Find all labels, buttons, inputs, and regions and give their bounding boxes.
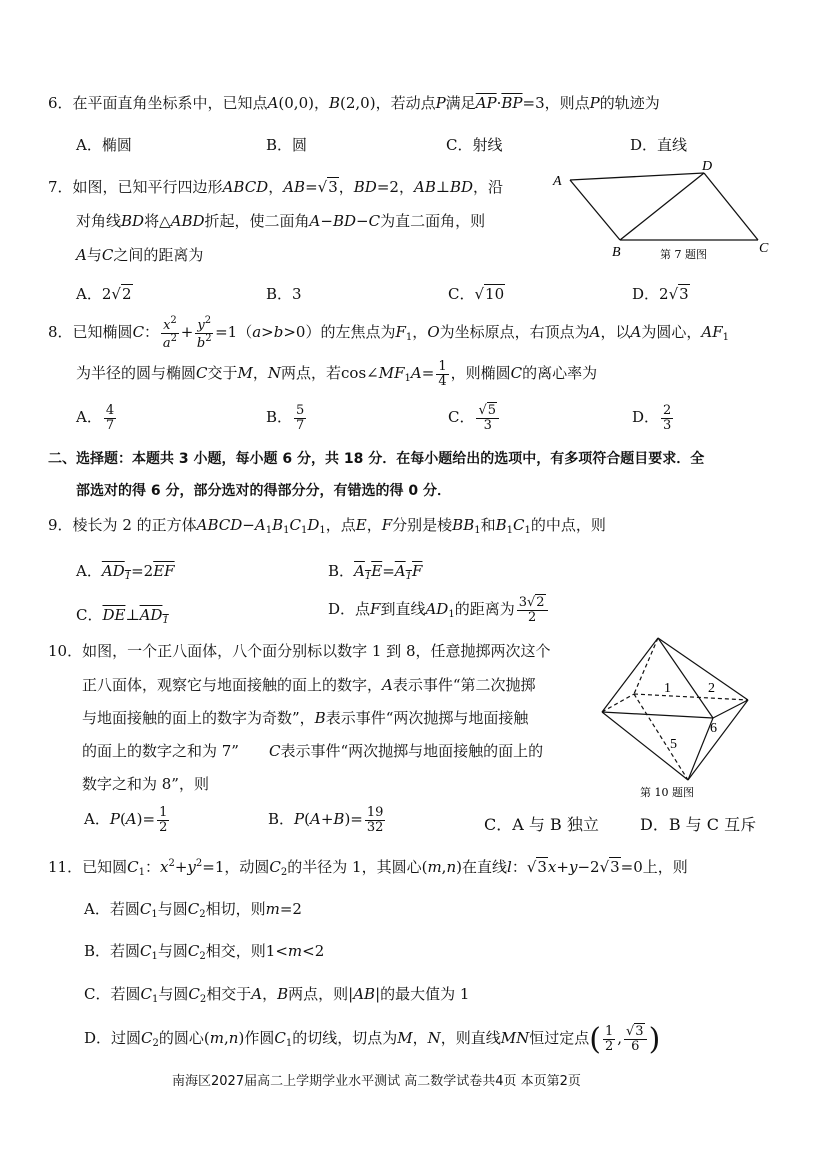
q8-line1: 8．已知椭圆C： $\frac{x^2}{a^2}$ + $\frac{y^2}{b^2}$ =1（a>b>0）的左焦点为$F_1$，O为坐标原点，右顶点为A，以A为圆心，$AF_1$: [48, 315, 729, 351]
q10-line4: 的面上的数字之和为 7” C表示事件“两次抛掷与地面接触的面上的: [82, 742, 544, 760]
q11-stem: 11．已知圆$C_1$：$x^2+y^2=1$，动圆$C_2$的半径为 1，其圆心(m,n)在直线l：√3x+y−2√3=0上，则: [48, 858, 688, 878]
q7-figure: [548, 160, 776, 262]
q10-octahedron-figure: [596, 630, 756, 800]
q9-option-d: D．点F到直线$AD_1$的距离为 $\frac{3√2}{2}$: [328, 596, 550, 624]
q7-edge-dc: [704, 173, 758, 240]
q9-stem: 9．棱长为 2 的正方体$ABCD-A_1B_1C_1D_1$，点E，F分别是棱$BB_1$和$B_1C_1$的中点，则: [48, 516, 606, 536]
section2-header-line2: 部选对的得 6 分，部分选对的得部分分，有错选的得 0 分．: [76, 483, 451, 499]
q6-stem: 6．在平面直角坐标系中，已知点A(0,0)，B(2,0)，若动点P满足$\overline{AP}\cdot\overline{BP}=3$，则点P的轨迹为: [48, 94, 660, 112]
q6-option-d: D．直线: [630, 136, 688, 154]
q7-label-d: D: [702, 160, 713, 174]
q7-option-b: B．3: [266, 285, 302, 303]
q7-line1: 7．如图，已知平行四边形ABCD，AB=√3，BD=2，AB⊥BD，沿: [48, 178, 504, 196]
q10-option-c: C．A 与 B 独立: [484, 815, 599, 834]
q8-option-d: D． $\frac{2}{3}$: [632, 403, 672, 433]
q9-option-b: B．$A_1E=A_1F$: [328, 562, 423, 582]
q10-face-6: 6: [710, 721, 717, 736]
q7-option-d: D．2√3: [632, 285, 689, 303]
q10-option-a: A．P(A)= $\frac{1}{2}$: [84, 805, 168, 835]
q11-option-c: C．若圆$C_1$与圆$C_2$相交于A，B两点，则|AB|的最大值为 1: [84, 985, 470, 1005]
q7-label-a: A: [553, 174, 562, 189]
q8-option-c: C． $\frac{√5}{3}$: [448, 404, 501, 432]
q10-line2: 正八面体，观察它与地面接触的面上的数字，A表示事件“第二次抛掷: [82, 676, 536, 694]
q7-option-c: C．√10: [448, 285, 505, 303]
q6-option-b: B．圆: [266, 136, 308, 154]
q10-face-2: 2: [708, 681, 715, 696]
q7-line3: A与C之间的距离为: [76, 246, 204, 264]
q7-option-a: A．2√2: [76, 285, 132, 303]
q9-option-a: A．$AD_1=2\overline{EF}$: [76, 562, 175, 582]
q11-option-b: B．若圆$C_1$与圆$C_2$相交，则1<m<2: [84, 942, 325, 962]
q10-caption: 第 10 题图: [640, 786, 694, 799]
q11-option-a: A．若圆$C_1$与圆$C_2$相切，则m=2: [84, 900, 302, 920]
q11-option-d: D．过圆$C_2$的圆心(m,n)作圆$C_1$的切线，切点为M，N，则直线MN恒过定点( $\frac{1}{2}$ , $\frac{√3}{6}$ ): [84, 1022, 661, 1057]
q8-line2: 为半径的圆与椭圆C交于M，N两点，若$\cos\angle MF_1A=$ $\frac{1}{4}$ ，则椭圆C的离心率为: [76, 359, 598, 389]
q7-label-c: C: [759, 241, 769, 256]
q6-option-a: A．椭圆: [76, 136, 132, 154]
q7-label-b: B: [612, 245, 621, 260]
page-footer: 南海区2027届高二上学期学业水平测试 高二数学试卷共4页 本页第2页: [172, 1074, 581, 1089]
q8-option-a: A． $\frac{4}{7}$: [76, 403, 115, 433]
q7-edge-ab: [570, 180, 620, 240]
section2-header-line1: 二、选择题：本题共 3 小题，每小题 6 分，共 18 分．在每小题给出的选项中，有多项符合题目要求．全: [48, 451, 705, 467]
q7-caption: 第 7 题图: [660, 248, 707, 261]
q7-line2: 对角线BD将△ABD折起，使二面角A−BD−C为直二面角，则: [76, 212, 486, 230]
q7-edge-ad: [570, 173, 704, 180]
q10-option-b: B．P(A+B)= $\frac{19}{32}$: [268, 805, 384, 835]
q10-line1: 10．如图，一个正八面体，八个面分别标以数字 1 到 8，任意抛掷两次这个: [48, 642, 551, 660]
q9-option-c: C．$\overline{DE}\perp AD_1$: [76, 606, 169, 626]
q7-edge-bd: [620, 173, 704, 240]
q10-line5: 数字之和为 8”，则: [82, 775, 209, 793]
q10-option-d: D．B 与 C 互斥: [640, 815, 757, 834]
q8-option-b: B． $\frac{5}{7}$: [266, 403, 305, 433]
q6-option-c: C．射线: [446, 136, 503, 154]
q10-face-1: 1: [664, 681, 671, 696]
q10-line3: 与地面接触的面上的数字为奇数”，B表示事件“两次抛掷与地面接触: [82, 709, 529, 727]
q10-face-5: 5: [670, 737, 677, 752]
